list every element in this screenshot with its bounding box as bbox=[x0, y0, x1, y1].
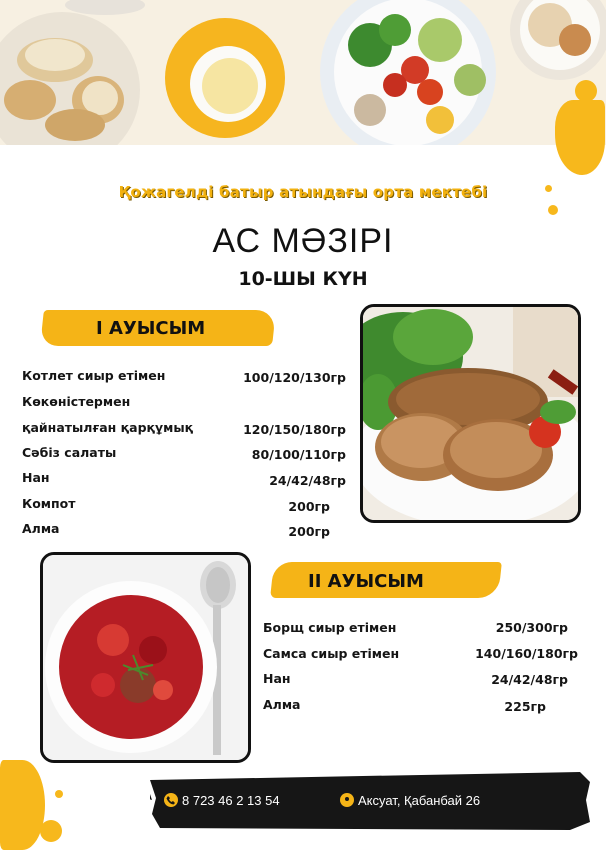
phone-number: 8 723 46 2 13 54 bbox=[182, 793, 280, 808]
school-name: Қожагелді батыр атындағы орта мектебі bbox=[118, 183, 488, 201]
shift2-item-name: Борщ сиыр етімен bbox=[263, 620, 397, 635]
shift1-title: I АУЫСЫМ bbox=[96, 318, 206, 339]
shift1-item-qty: 200гр bbox=[288, 524, 330, 539]
shift2-title: II АУЫСЫМ bbox=[308, 571, 424, 592]
yellow-paint-splash bbox=[0, 760, 45, 850]
day-label: 10-ШЫ КҮН bbox=[238, 268, 368, 290]
shift1-item-qty: 80/100/110гр bbox=[251, 447, 346, 462]
food-plates-image bbox=[0, 0, 606, 145]
shift1-item-name: қайнатылған қарқұмық bbox=[22, 420, 194, 435]
yellow-paint-splash bbox=[548, 205, 558, 215]
shift1-item-name: Көкөністермен bbox=[22, 394, 131, 409]
shift1-item-qty: 100/120/130гр bbox=[243, 370, 346, 385]
shift2-item-qty: 24/42/48гр bbox=[491, 672, 568, 687]
shift2-item-name: Нан bbox=[263, 671, 291, 686]
phone-contact bbox=[164, 793, 280, 808]
borscht-photo bbox=[40, 552, 251, 763]
yellow-paint-splash bbox=[55, 790, 63, 798]
phone-icon bbox=[164, 793, 178, 807]
yellow-paint-splash bbox=[575, 80, 597, 102]
shift1-item-name: Алма bbox=[22, 521, 60, 536]
cutlet-dish-image bbox=[363, 307, 578, 520]
address-contact bbox=[340, 793, 480, 808]
shift2-item-qty: 140/160/180гр bbox=[475, 646, 578, 661]
shift2-item-qty: 250/300гр bbox=[495, 620, 568, 635]
address-text: Аксуат, Қабанбай 26 bbox=[358, 793, 481, 808]
yellow-paint-splash bbox=[40, 820, 62, 842]
shift1-item-name: Нан bbox=[22, 470, 50, 485]
location-pin-icon bbox=[340, 793, 354, 807]
shift1-item-name: Компот bbox=[22, 496, 76, 511]
shift2-item-qty: 225гр bbox=[504, 699, 546, 714]
shift1-item-qty: 24/42/48гр bbox=[269, 473, 346, 488]
cutlet-buckwheat-photo bbox=[360, 304, 581, 523]
shift1-item-name: Сәбіз салаты bbox=[22, 445, 117, 460]
header-food-photo bbox=[0, 0, 606, 145]
contact-footer bbox=[150, 770, 590, 832]
shift2-item-name: Самса сиыр етімен bbox=[263, 646, 400, 661]
shift1-item-name: Котлет сиыр етімен bbox=[22, 368, 166, 383]
borscht-dish-image bbox=[43, 555, 248, 760]
shift2-item-name: Алма bbox=[263, 697, 301, 712]
shift1-item-qty: 200гр bbox=[288, 499, 330, 514]
yellow-paint-splash bbox=[555, 100, 605, 175]
shift1-item-qty: 120/150/180гр bbox=[243, 422, 346, 437]
page-title: АС МӘЗІРІ bbox=[212, 222, 394, 260]
